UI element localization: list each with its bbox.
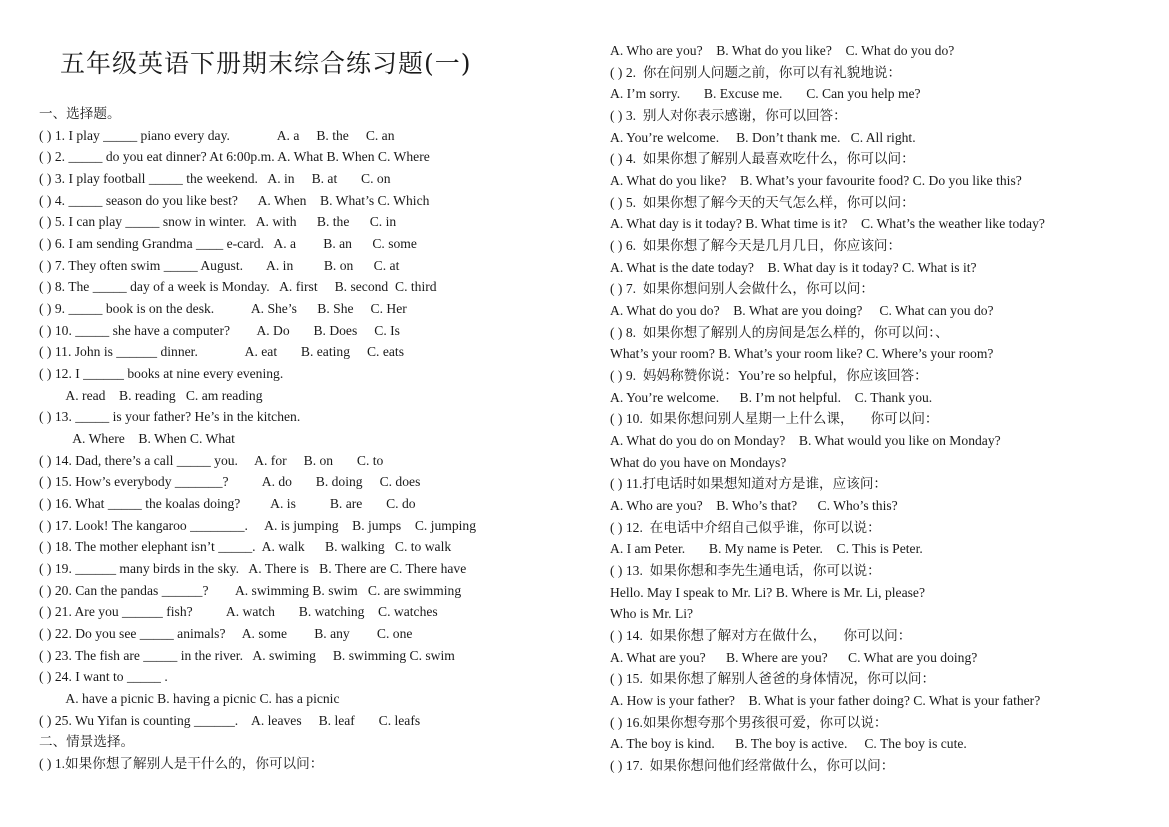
left-line: ( ) 15. How’s everybody _______? A. do B. doing C. does [39, 474, 421, 490]
right-line: A. What do you like? B. What’s your favourite food? C. Do you like this? [610, 173, 1022, 189]
right-line: ( ) 12. 在电话中介绍自己似乎谁，你可以说： [610, 519, 881, 535]
left-line: A. have a picnic B. having a picnic C. has a picnic [39, 691, 340, 707]
left-line: ( ) 23. The fish are _____ in the river. A. swiming B. swimming C. swim [39, 647, 455, 663]
right-line: Who is Mr. Li? [610, 606, 694, 622]
right-line: ( ) 2. 你在问别人问题之前，你可以有礼貌地说： [610, 64, 902, 80]
left-line: ( ) 1. I play _____ piano every day. A. a B. the C. an [39, 127, 395, 143]
right-line: A. You’re welcome. B. I’m not helpful. C. Thank you. [610, 389, 933, 405]
right-line: ( ) 15. 如果你想了解别人爸爸的身体情况，你可以问： [610, 671, 936, 687]
left-line: A. read B. reading C. am reading [39, 387, 263, 403]
right-line: Hello. May I speak to Mr. Li? B. Where is Mr. Li, please? [610, 584, 925, 600]
right-line: ( ) 7. 如果你想问别人会做什么，你可以问： [610, 281, 874, 297]
left-line: ( ) 20. Can the pandas ______? A. swimming B. swim C. are swimming [39, 582, 462, 598]
left-line: ( ) 19. ______ many birds in the sky. A. There is B. There are C. There have [39, 561, 467, 577]
left-line: 二、情景选择。 [39, 734, 135, 750]
right-line: ( ) 14. 如果你想了解对方在做什么， 你可以问： [610, 628, 912, 644]
right-line: What’s your room? B. What’s your room like? C. Where’s your room? [610, 346, 994, 362]
left-line: ( ) 9. _____ book is on the desk. A. She’s B. She C. Her [39, 301, 407, 317]
left-line: ( ) 12. I ______ books at nine every evening. [39, 366, 284, 382]
left-line: ( ) 16. What _____ the koalas doing? A. is B. are C. do [39, 496, 416, 512]
right-line: A. The boy is kind. B. The boy is active. C. The boy is cute. [610, 736, 967, 752]
left-line: ( ) 22. Do you see _____ animals? A. some B. any C. one [39, 626, 413, 642]
left-line: ( ) 4. _____ season do you like best? A. When B. What’s C. Which [39, 192, 430, 208]
right-line: A. What do you do on Monday? B. What would you like on Monday? [610, 433, 1001, 449]
right-line: ( ) 8. 如果你想了解别人的房间是怎么样的，你可以问：、 [610, 324, 949, 340]
left-line: ( ) 2. _____ do you eat dinner? At 6:00p.m. A. What B. When C. Where [39, 149, 430, 165]
left-line: A. Where B. When C. What [39, 431, 235, 447]
left-line: ( ) 18. The mother elephant isn’t _____. A. walk B. walking C. to walk [39, 539, 452, 555]
right-line: ( ) 6. 如果你想了解今天是几月几日，你应该问： [610, 238, 902, 254]
left-line: ( ) 3. I play football _____ the weekend. A. in B. at C. on [39, 171, 391, 186]
right-line: ( ) 9. 妈妈称赞你说：You’re so helpful，你应该回答： [610, 368, 928, 384]
right-line: ( ) 10. 如果你想问别人星期一上什么课， 你可以问： [610, 411, 939, 427]
left-line: ( ) 1.如果你想了解别人是干什么的，你可以问： [39, 756, 324, 772]
left-line: ( ) 7. They often swim _____ August. A. in B. on C. at [39, 257, 400, 273]
right-line: A. What do you do? B. What are you doing? C. What can you do? [610, 303, 994, 319]
left-line: ( ) 25. Wu Yifan is counting ______. A. leaves B. leaf C. leafs [39, 712, 421, 728]
right-line: A. You’re welcome. B. Don’t thank me. C. All right. [610, 129, 916, 145]
right-line: ( ) 17. 如果你想问他们经常做什么，你可以问： [610, 758, 895, 774]
left-line: ( ) 6. I am sending Grandma ____ e-card. A. a B. an C. some [39, 236, 417, 252]
left-line: ( ) 11. John is ______ dinner. A. eat B. eating C. eats [39, 344, 404, 360]
right-line: A. How is your father? B. What is your father doing? C. What is your father? [610, 693, 1041, 709]
right-line: ( ) 5. 如果你想了解今天的天气怎么样，你可以问： [610, 194, 915, 210]
left-line: 一、选择题。 [39, 106, 121, 121]
right-line: ( ) 4. 如果你想了解别人最喜欢吃什么，你可以问： [610, 151, 915, 167]
left-line: ( ) 5. I can play _____ snow in winter. A. with B. the C. in [39, 214, 397, 230]
left-line: ( ) 10. _____ she have a computer? A. Do B. Does C. Is [39, 322, 400, 338]
right-line: A. Who are you? B. Who’s that? C. Who’s this? [610, 498, 898, 514]
left-line: ( ) 21. Are you ______ fish? A. watch B. watching C. watches [39, 604, 438, 620]
left-line: ( ) 17. Look! The kangaroo ________. A. is jumping B. jumps C. jumping [39, 517, 476, 533]
right-line: A. Who are you? B. What do you like? C. What do you do? [610, 43, 955, 58]
left-line: ( ) 13. _____ is your father? He’s in the kitchen. [39, 409, 301, 425]
right-line: A. I’m sorry. B. Excuse me. C. Can you help me? [610, 86, 921, 102]
right-line: ( ) 16.如果你想夸那个男孩很可爱，你可以说： [610, 714, 888, 730]
right-line: A. I am Peter. B. My name is Peter. C. This is Peter. [610, 541, 923, 557]
right-line: ( ) 13. 如果你想和李先生通电话，你可以说： [610, 563, 881, 579]
right-line: ( ) 3. 别人对你表示感谢，你可以回答： [610, 108, 847, 123]
right-line: A. What is the date today? B. What day is it today? C. What is it? [610, 259, 977, 275]
right-line: A. What are you? B. Where are you? C. What are you doing? [610, 649, 978, 665]
left-line: ( ) 14. Dad, there’s a call _____ you. A. for B. on C. to [39, 452, 384, 468]
left-line: ( ) 24. I want to _____ . [39, 669, 168, 685]
left-line: ( ) 8. The _____ day of a week is Monday. A. first B. second C. third [39, 279, 437, 295]
right-line: A. What day is it today? B. What time is it? C. What’s the weather like today? [610, 216, 1045, 232]
right-line: What do you have on Mondays? [610, 454, 787, 470]
right-line: ( ) 11.打电话时如果想知道对方是谁，应该问： [610, 476, 888, 492]
worksheet-title: 五年级英语下册期末综合练习题(一) [60, 49, 472, 78]
